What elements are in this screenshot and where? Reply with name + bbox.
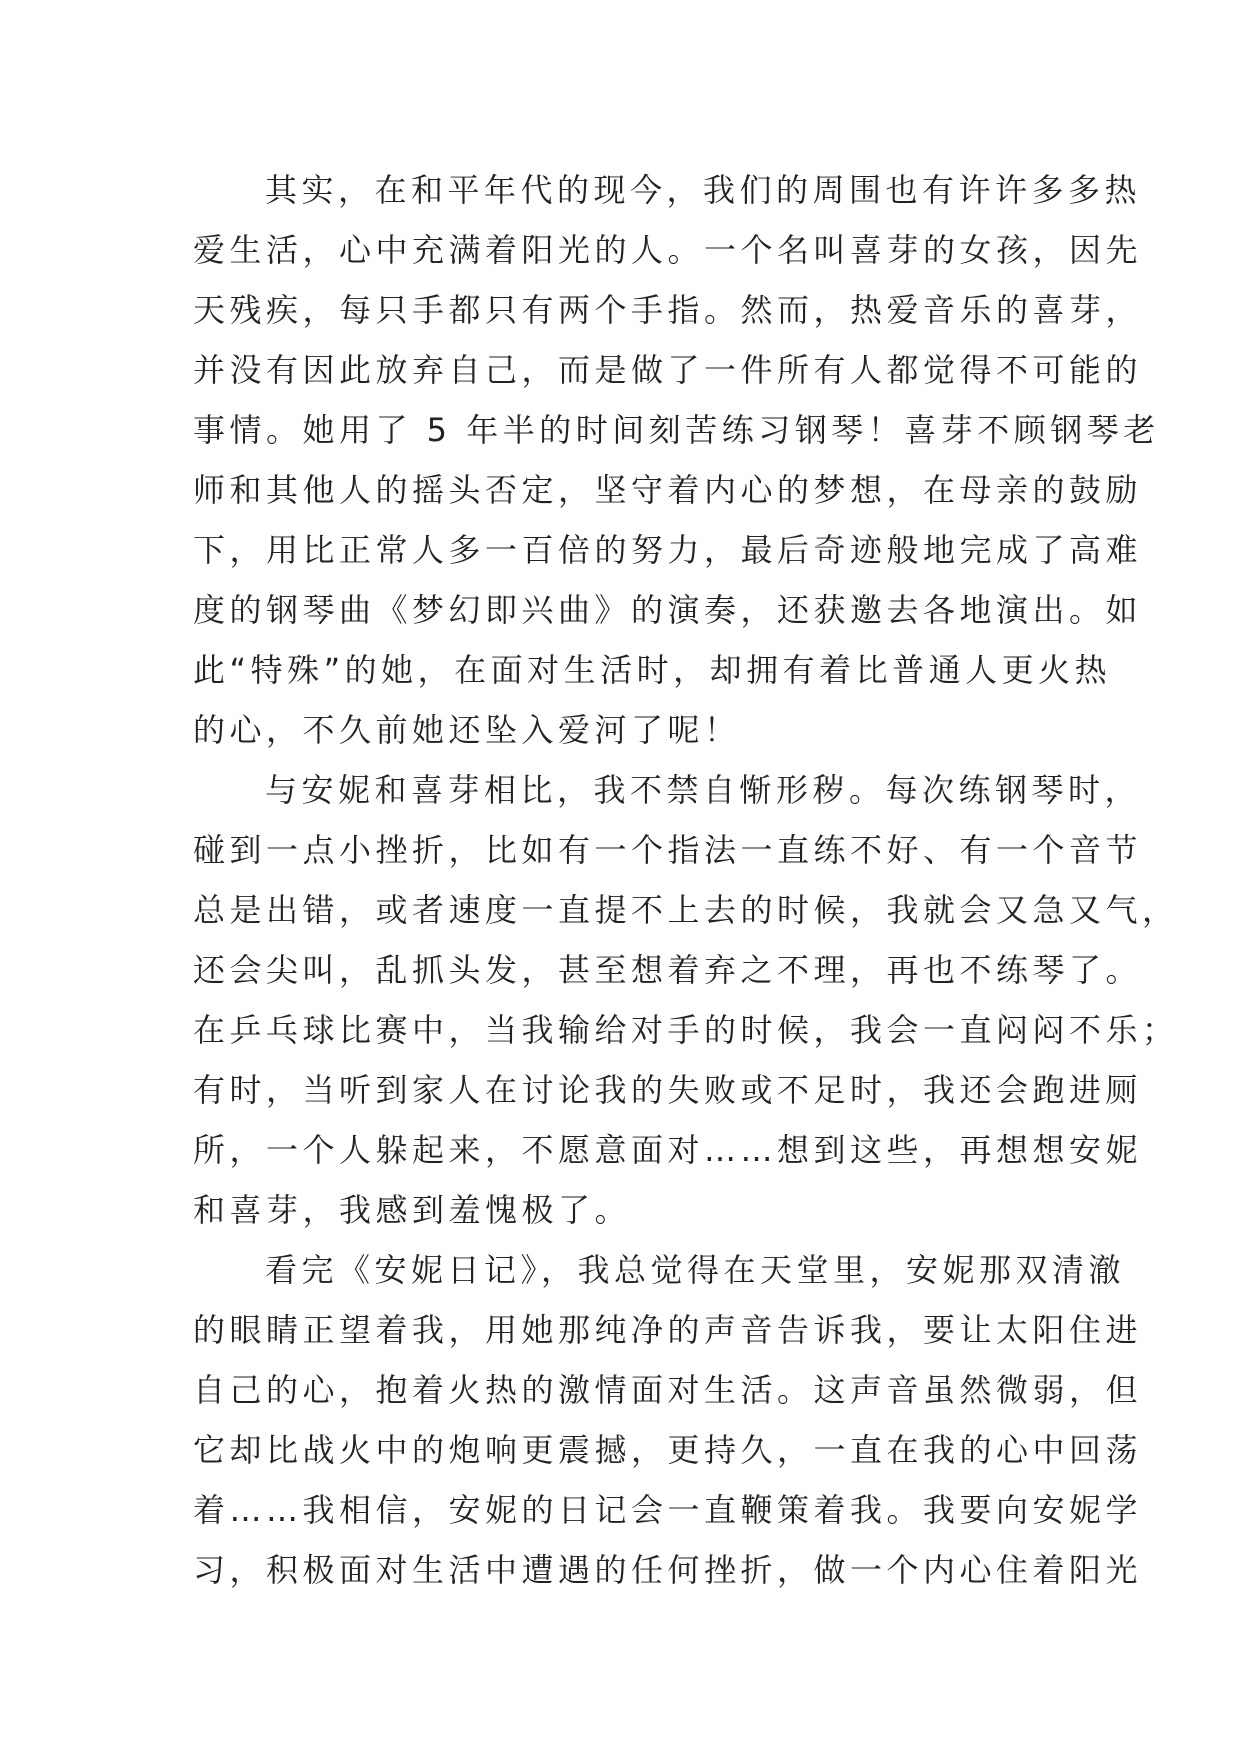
text-line: 的眼睛正望着我，用她那纯净的声音告诉我，要让太阳住进 — [193, 1311, 1143, 1349]
text-line: 所，一个人躲起来，不愿意面对……想到这些，再想想安妮 — [193, 1131, 1143, 1169]
paragraph — [193, 760, 1179, 1240]
text-line: 自己的心，抱着火热的激情面对生活。这声音虽然微弱，但 — [193, 1371, 1143, 1409]
text-line: 与安妮和喜芽相比，我不禁自惭形秽。每次练钢琴时， — [265, 771, 1142, 809]
text-line: 和喜芽，我感到羞愧极了。 — [193, 1191, 632, 1229]
paragraph — [193, 1240, 1143, 1600]
document-body — [193, 160, 1179, 1600]
text-line: 并没有因此放弃自己，而是做了一件所有人都觉得不可能的 — [193, 351, 1143, 389]
paragraph — [193, 160, 1160, 760]
text-line: 的心，不久前她还坠入爱河了呢！ — [193, 711, 741, 749]
text-line: 着……我相信，安妮的日记会一直鞭策着我。我要向安妮学 — [193, 1491, 1143, 1529]
text-line: 其实，在和平年代的现今，我们的周围也有许许多多热 — [265, 171, 1142, 209]
text-line: 总是出错，或者速度一直提不上去的时候，我就会又急又气， — [193, 891, 1179, 929]
text-line: 事情。她用了 5 年半的时间刻苦练习钢琴！喜芽不顾钢琴老 — [193, 411, 1160, 449]
text-line: 还会尖叫，乱抓头发，甚至想着弃之不理，再也不练琴了。 — [193, 951, 1143, 989]
text-line: 习，积极面对生活中遭遇的任何挫折，做一个内心住着阳光 — [193, 1551, 1143, 1589]
text-line: 度的钢琴曲《梦幻即兴曲》的演奏，还获邀去各地演出。如 — [193, 591, 1143, 629]
text-line: 有时，当听到家人在讨论我的失败或不足时，我还会跑进厕 — [193, 1071, 1143, 1109]
text-line: 此“特殊”的她，在面对生活时，却拥有着比普通人更火热 — [193, 651, 1112, 689]
text-line: 看完《安妮日记》，我总觉得在天堂里，安妮那双清澈 — [265, 1251, 1126, 1289]
text-line: 天残疾，每只手都只有两个手指。然而，热爱音乐的喜芽， — [193, 291, 1143, 329]
text-line: 在乒乓球比赛中，当我输给对手的时候，我会一直闷闷不乐； — [193, 1011, 1179, 1049]
text-line: 爱生活，心中充满着阳光的人。一个名叫喜芽的女孩，因先 — [193, 231, 1143, 269]
text-line: 它却比战火中的炮响更震撼，更持久，一直在我的心中回荡 — [193, 1431, 1143, 1469]
text-line: 碰到一点小挫折，比如有一个指法一直练不好、有一个音节 — [193, 831, 1143, 869]
text-line: 师和其他人的摇头否定，坚守着内心的梦想，在母亲的鼓励 — [193, 471, 1143, 509]
text-line: 下，用比正常人多一百倍的努力，最后奇迹般地完成了高难 — [193, 531, 1143, 569]
